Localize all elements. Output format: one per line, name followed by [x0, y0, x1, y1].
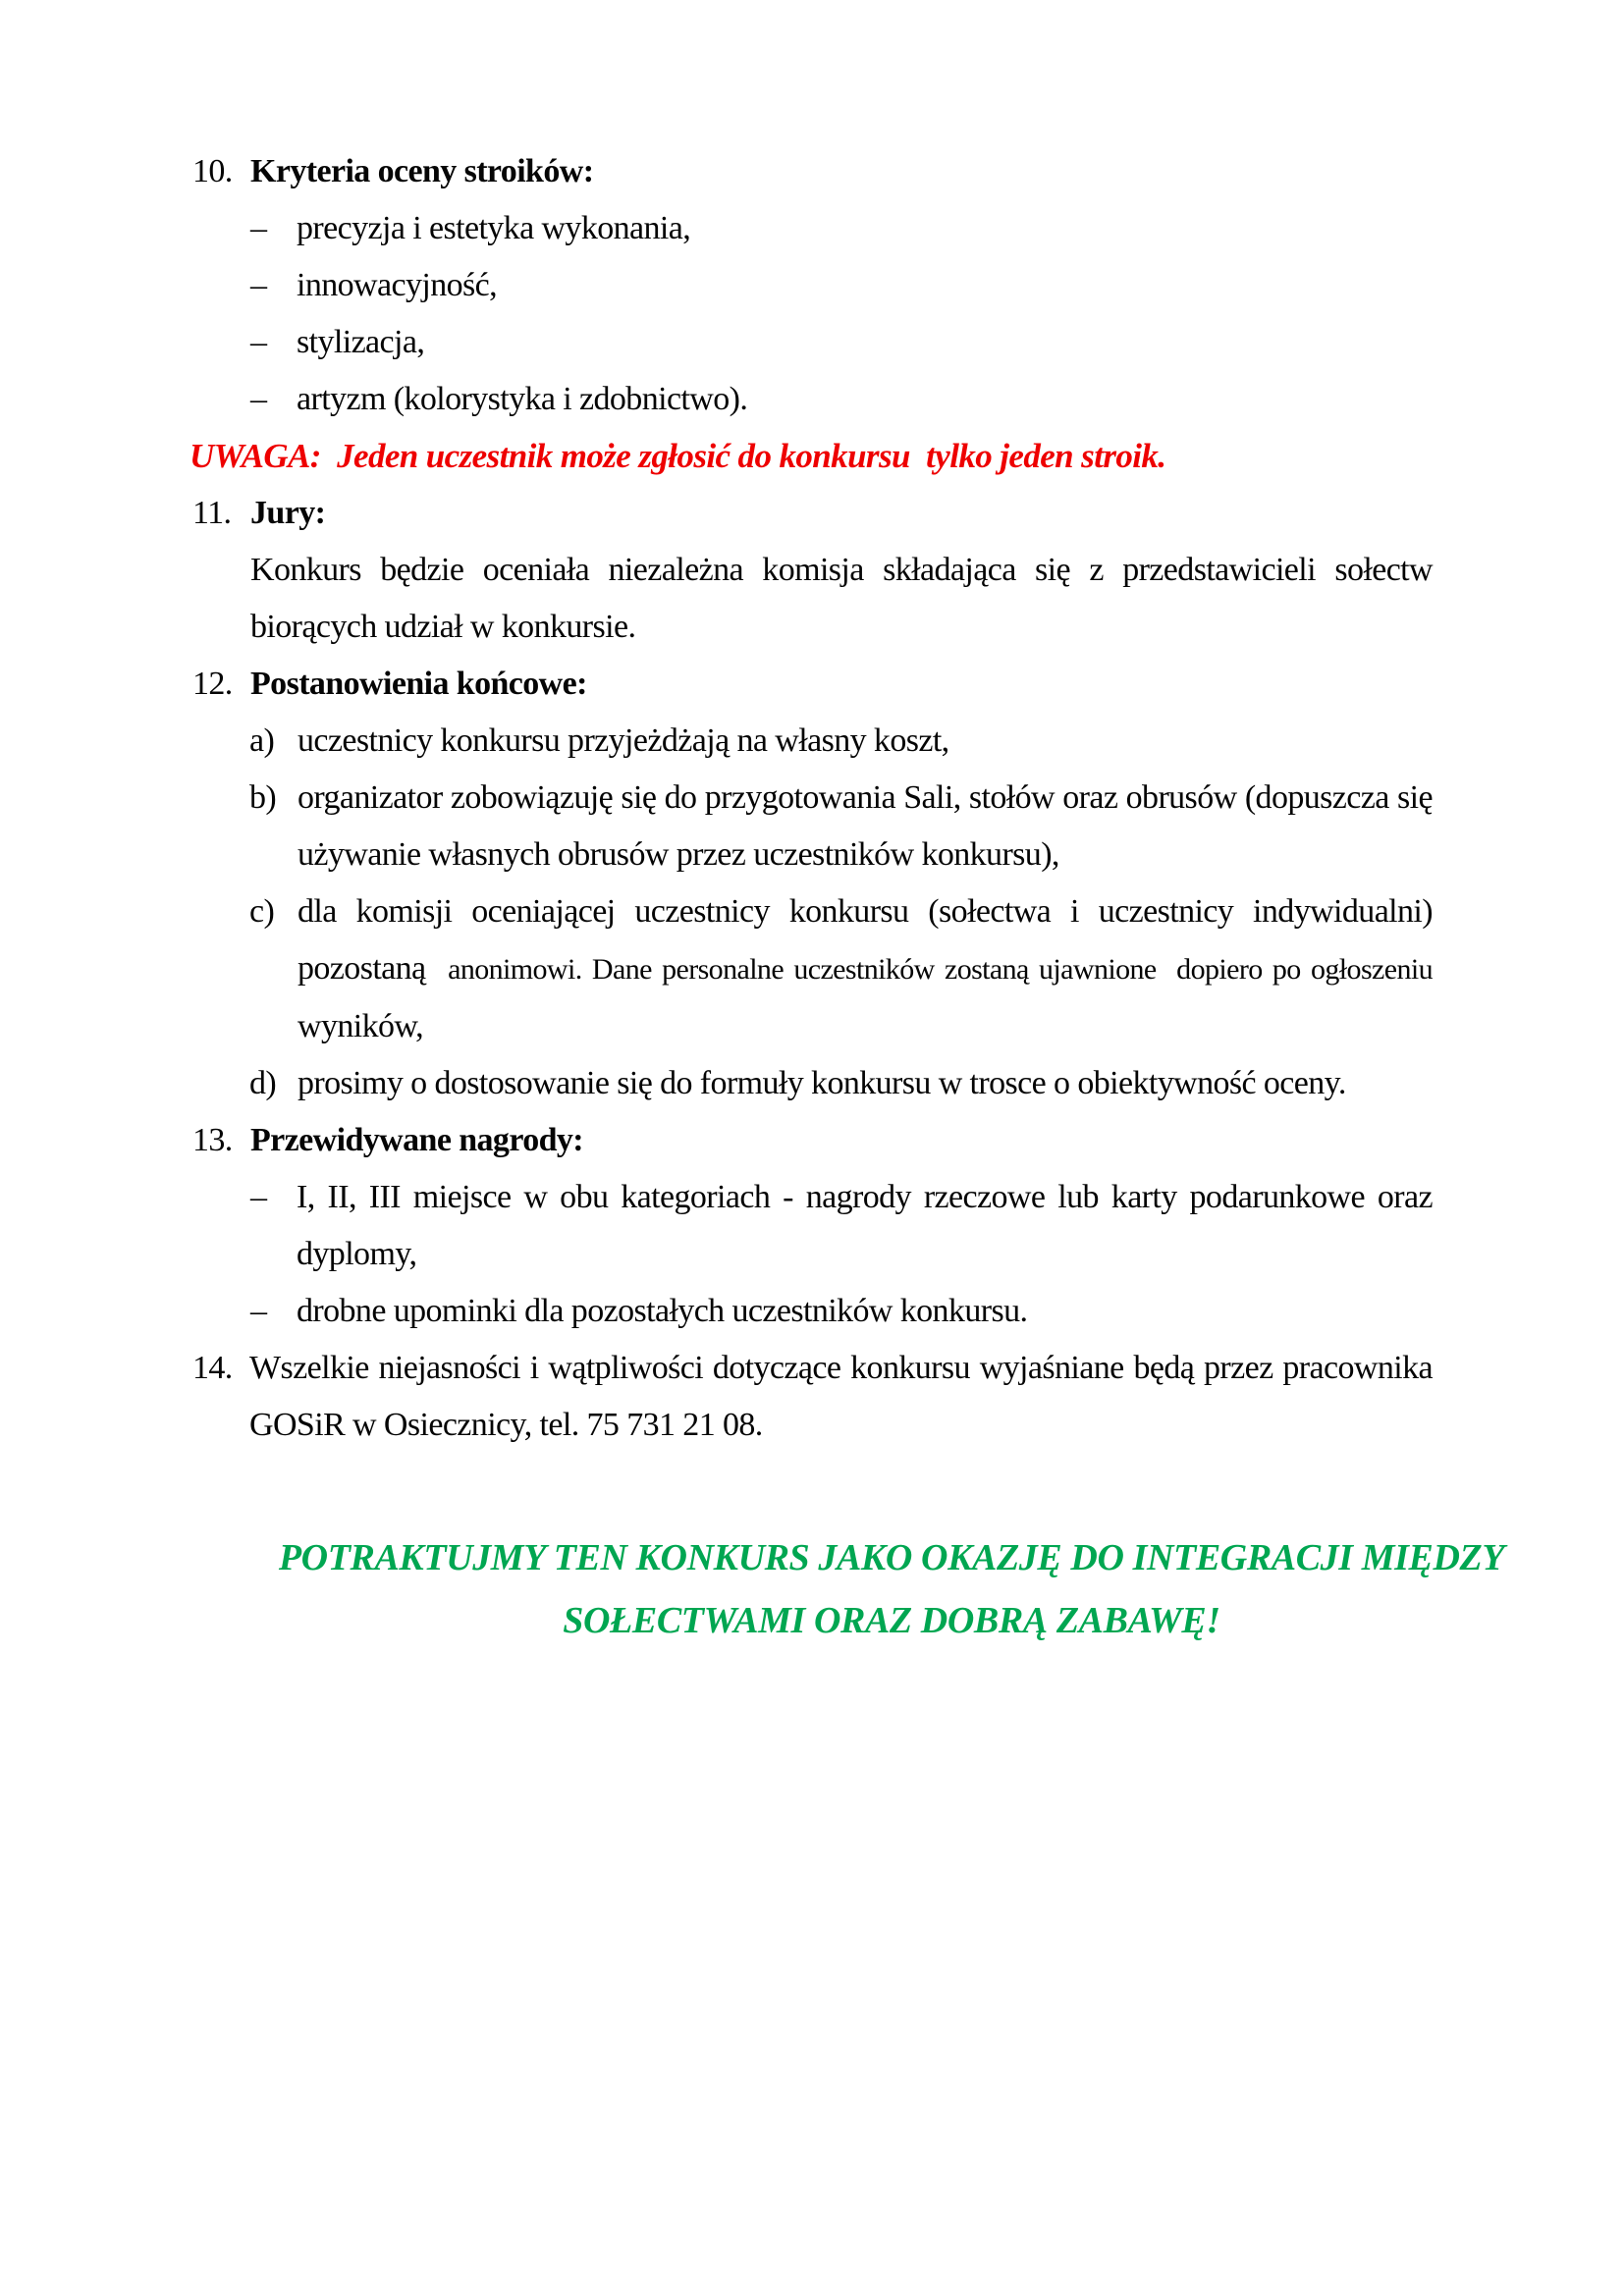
subitem-c — [249, 883, 1440, 1055]
item-14-text: Wszelkie niejasności i wątpliwości dotyczące konkursu wyjaśniane będą przez pracownika GOSiR w Osiecznicy, tel. 75 731 21 08. — [249, 1350, 1433, 1443]
item-11-body: Konkurs będzie oceniała niezależna komisja składająca się z przedstawicieli sołectw biorących udział w konkursie. — [250, 552, 1433, 645]
list-item — [250, 371, 1624, 428]
subitem-b — [249, 770, 1433, 883]
item-13-title: Przewidywane nagrody: — [250, 1122, 584, 1158]
dash-bullet: – — [250, 381, 267, 417]
subitem-c-text-small: anonimowi. Dane personalne uczestników zostaną ujawnione dopiero po ogłoszeniu — [448, 953, 1439, 986]
bullet-text: artyzm (kolorystyka i zdobnictwo). — [297, 381, 748, 417]
item-10-title: Kryteria oceny stroików: — [250, 153, 594, 189]
subitem-a — [249, 713, 1433, 770]
bullet-text: innowacyjność, — [297, 267, 498, 303]
item-13-number: 13. — [192, 1122, 233, 1158]
subitem-b-text: organizator zobowiązuję się do przygotowania Sali, stołów oraz obrusów (dopuszcza się używanie własnych obrusów przez uczestników konkursu), — [298, 779, 1433, 873]
subitem-a-label: a) — [249, 722, 275, 759]
list-item — [250, 1283, 1433, 1340]
item-12-heading — [192, 656, 1624, 713]
subitem-d-text: prosimy o dostosowanie się do formuły konkursu w trosce o obiektywność oceny. — [298, 1065, 1346, 1101]
bullet-text: stylizacja, — [297, 324, 425, 360]
subitem-c-text-1: dla komisji oceniającej uczestnicy konkursu (sołectwa i uczestnicy indywidualni) pozostaną — [298, 893, 1440, 987]
dash-bullet: – — [250, 210, 267, 246]
subitem-a-text: uczestnicy konkursu przyjeżdżają na własny koszt, — [298, 722, 949, 759]
bullet-text: I, II, III miejsce w obu kategoriach - nagrody rzeczowe lub karty podarunkowe oraz dyplomy, — [297, 1179, 1433, 1272]
list-item — [250, 257, 1624, 314]
subitem-c-text-2: wyników, — [298, 1008, 424, 1044]
dash-bullet: – — [250, 324, 267, 360]
subitem-d-label: d) — [249, 1065, 277, 1101]
item-10-heading — [192, 143, 1624, 200]
subitem-c-label: c) — [249, 893, 275, 930]
closing-slogan-line-2: SOŁECTWAMI ORAZ DOBRĄ ZABAWĘ! — [563, 1600, 1220, 1641]
list-item — [250, 314, 1624, 371]
item-10-number: 10. — [192, 153, 233, 189]
dash-bullet: – — [250, 267, 267, 303]
dash-bullet: – — [250, 1293, 267, 1329]
subitem-b-label: b) — [249, 779, 277, 816]
closing-slogan — [250, 1526, 1533, 1652]
item-11-number: 11. — [192, 495, 232, 531]
item-12-title: Postanowienia końcowe: — [250, 666, 587, 702]
item-14-number: 14. — [192, 1350, 233, 1386]
item-13-heading — [192, 1112, 1624, 1169]
bullet-text: drobne upominki dla pozostałych uczestników konkursu. — [297, 1293, 1028, 1329]
subitem-d — [249, 1055, 1433, 1112]
list-item — [250, 200, 1624, 257]
item-12-number: 12. — [192, 666, 233, 702]
item-14 — [192, 1340, 1433, 1454]
dash-bullet: – — [250, 1179, 267, 1215]
list-item — [250, 1169, 1433, 1283]
item-11-heading — [192, 485, 1624, 542]
item-11-title: Jury: — [250, 495, 326, 531]
closing-slogan-line-1: POTRAKTUJMY TEN KONKURS JAKO OKAZJĘ DO INTEGRACJI MIĘDZY — [278, 1537, 1505, 1578]
warning-note: UWAGA: Jeden uczestnik może zgłosić do konkursu tylko jeden stroik. — [189, 437, 1166, 475]
bullet-text: precyzja i estetyka wykonania, — [297, 210, 691, 246]
